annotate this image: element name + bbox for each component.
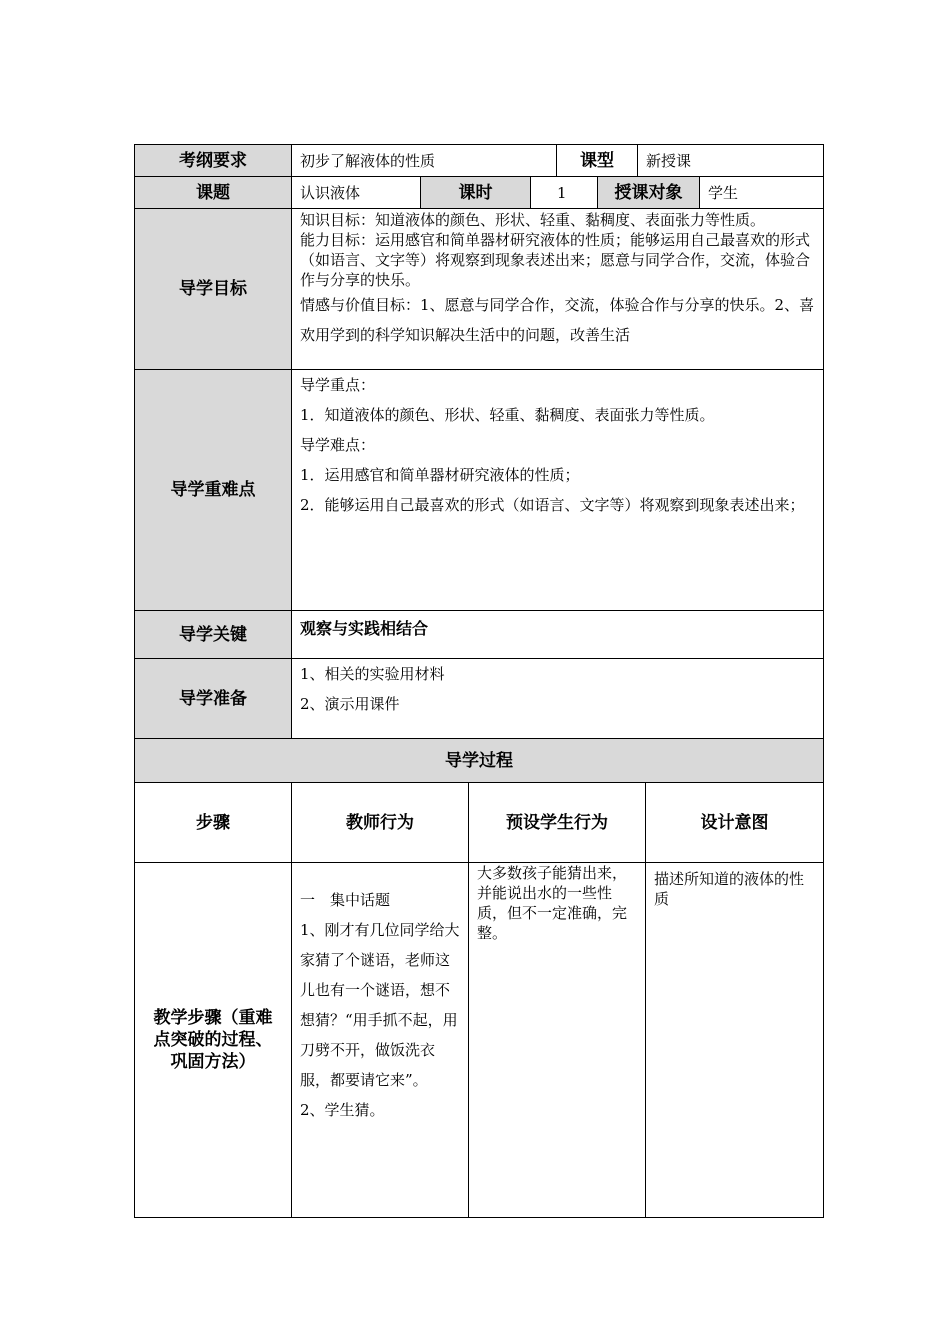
hours-value: 1 [530,176,598,209]
prep-line: 1、相关的实验用材料 [300,665,445,683]
hours-label: 课时 [420,176,531,209]
teacher-line: 一 集中话题 [300,891,391,909]
process-title: 导学过程 [134,738,824,783]
teacher-line: 2、学生猜。 [300,1101,385,1119]
intent-text: 描述所知道的液体的性质 [654,870,805,908]
goals-ability: 能力目标：运用感官和简单器材研究液体的性质；能够运用自己最喜欢的形式（如语言、文字等）将观察到现象表述出来；愿意与同学合作，交流，体验合作与分享的快乐。 [300,231,811,289]
outline-value: 初步了解液体的性质 [291,144,557,177]
key-points-line: 1．运用感官和简单器材研究液体的性质； [300,466,580,484]
key-points-line: 导学重点： [300,376,376,394]
step-label: 教学步骤（重难点突破的过程、巩固方法） [134,862,292,1218]
key-points-label: 导学重难点 [134,369,292,611]
key-label: 导学关键 [134,610,292,659]
key-value: 观察与实践相结合 [291,610,824,659]
outline-label: 考纲要求 [134,144,292,177]
col-header-student: 预设学生行为 [468,782,646,863]
student-text: 大多数孩子能猜出来，并能说出水的一些性质，但不一定准确，完整。 [477,864,628,942]
key-points-line: 1．知道液体的颜色、形状、轻重、黏稠度、表面张力等性质。 [300,406,715,424]
lesson-type-label: 课型 [556,144,638,177]
lesson-plan-table [134,144,824,1218]
topic-label: 课题 [134,176,292,209]
topic-value: 认识液体 [291,176,421,209]
audience-value: 学生 [699,176,824,209]
key-points-line: 导学难点： [300,436,376,454]
teacher-line: 1、刚才有几位同学给大家猜了个谜语，老师这儿也有一个谜语，想不想猜？“用手抓不起，用刀劈不开，做饭洗衣服，都要请它来”。 [300,921,460,1089]
audience-label: 授课对象 [597,176,700,209]
goals-knowledge: 知识目标：知道液体的颜色、形状、轻重、黏稠度、表面张力等性质。 [300,211,766,229]
col-header-step: 步骤 [134,782,292,863]
goals-label: 导学目标 [134,208,292,370]
goals-emotion: 情感与价值目标：1、愿意与同学合作，交流，体验合作与分享的快乐。2、喜欢用学到的科学知识解决生活中的问题，改善生活 [300,296,815,344]
teacher-behavior [291,862,469,1218]
prep-label: 导学准备 [134,658,292,739]
goals-content [291,208,824,370]
key-points-content [291,369,824,611]
key-points-line: 2．能够运用自己最喜欢的形式（如语言、文字等）将观察到现象表述出来； [300,496,805,514]
design-intent [645,862,824,1218]
col-header-teacher: 教师行为 [291,782,469,863]
col-header-intent: 设计意图 [645,782,824,863]
lesson-type-value: 新授课 [637,144,824,177]
student-behavior [468,862,646,1218]
prep-content [291,658,824,739]
prep-line: 2、演示用课件 [300,695,400,713]
